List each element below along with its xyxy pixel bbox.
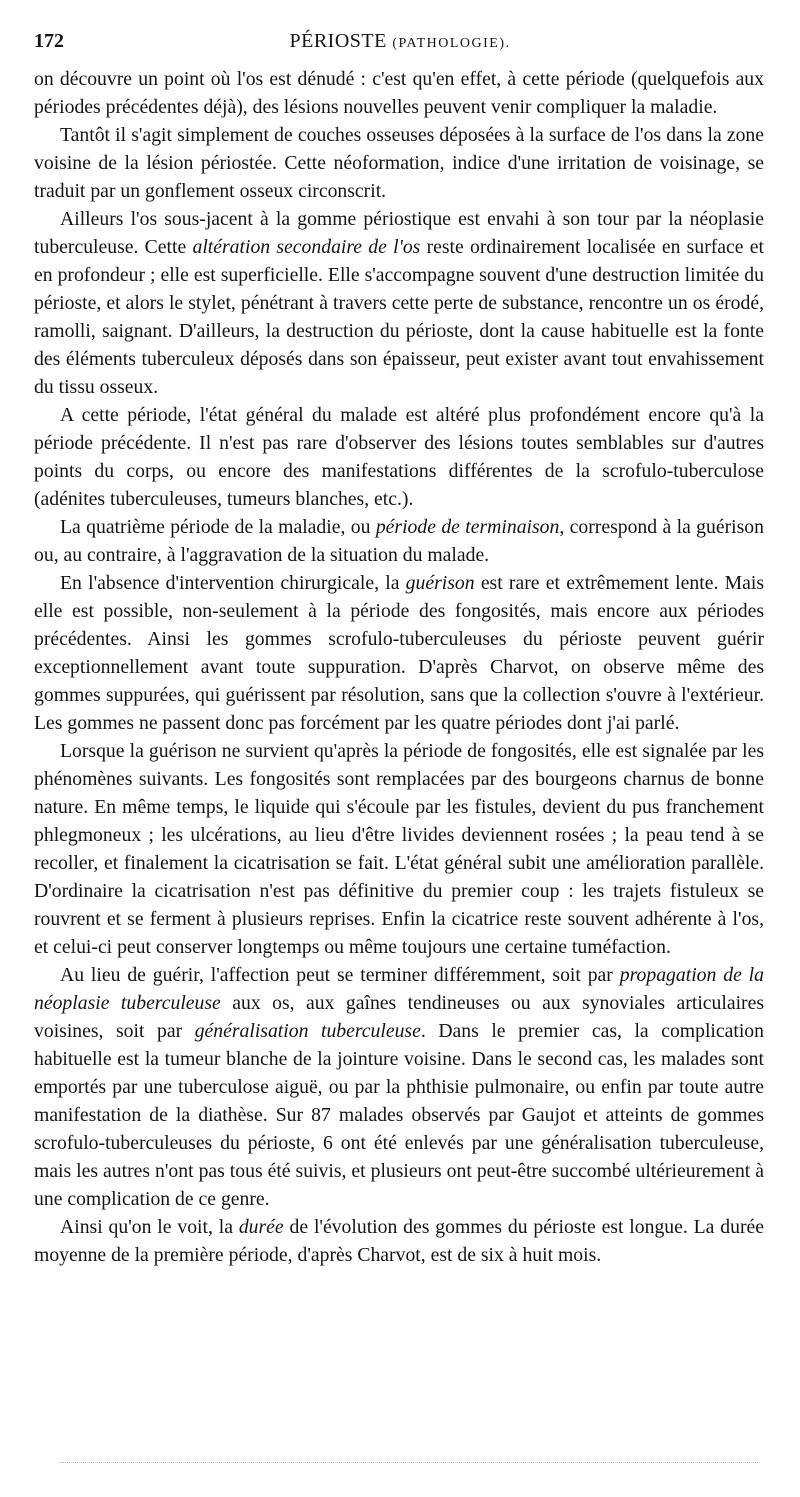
paragraph-text: . Dans le premier cas, la complication habituelle est la tumeur blanche de la jointure voisine. Dans le second cas, les malades sont emportés par une tuberculose aiguë, ou par la phthisie pulmonaire, ou enfin par toute autre manifestation de la diathèse. Sur 87 malades observés par Gaujot et atteints de gommes scrofulo-tuberculeuses du périoste, 6 ont été enlevés par une généralisation tuberculeuse, mais les autres n'ont pas tous été suivis, et plusieurs ont peut-être succombé ultérieurement à une complication de ce genre.: [34, 1020, 764, 1210]
paragraph-fourth-period: [34, 513, 764, 569]
paragraph-text: Tantôt il s'agit simplement de couches osseuses déposées à la surface de l'os dans la zone voisine de la lésion périostée. Cette néoformation, indice d'une irritation de voisinage, se traduit par un gonflement osseux circonscrit.: [34, 124, 764, 202]
italic-term: généralisation tuberculeuse: [194, 1020, 421, 1042]
paragraph-text: Ailleurs l'os sous-jacent à la gomme périostique est envahi à son tour par la néoplasie tuberculeuse. Cette: [34, 208, 764, 258]
running-title-main: PÉRIOSTE: [289, 30, 387, 52]
paragraph-text: on découvre un point où l'os est dénudé : c'est qu'en effet, à cette période (quelquefois aux périodes précédentes déjà), des lésions nouvelles peuvent venir compliquer la maladie.: [34, 68, 764, 118]
body-text: [34, 65, 764, 1269]
paragraph-text: Ainsi qu'on le voit, la: [60, 1216, 239, 1238]
paragraph-text: Lorsque la guérison ne survient qu'après la période de fongosités, elle est signalée par les phénomènes suivants. Les fongosités sont remplacées par des bourgeons charnus de bonne nature. En même temps, le liquide qui s'écoule par les fistules, devient du pus franchement phlegmoneux ; les ulcérations, au lieu d'être livides deviennent rosées ; la peau tend à se recoller, et finalement la cicatrisation se fait. L'état général subit une amélioration parallèle. D'ordinaire la cicatrisation n'est pas définitive du premier coup : les trajets fistuleux se rouvrent et se ferment à plusieurs reprises. Enfin la cicatrice reste souvent adhérente à l'os, et celui-ci peut conserver longtemps ou même toujours une certaine tuméfaction.: [34, 740, 764, 958]
paragraph-text: La quatrième période de la maladie, ou: [60, 516, 376, 538]
paragraph-continuation: [34, 65, 764, 121]
paragraph-healing: [34, 569, 764, 737]
paragraph-text: reste ordinairement localisée en surface et en profondeur ; elle est superficielle. Elle s'accompagne souvent d'une destruction limitée du périoste, et alors le stylet, pénétrant à travers cette perte de substance, rencontre un os érodé, ramolli, saignant. D'ailleurs, la destruction du périoste, dont la cause habituelle est la fonte des éléments tuberculeux déposés dans son épaisseur, peut exister avant tout envahissement du tissu osseux.: [34, 236, 764, 398]
running-title-sub: (PATHOLOGIE).: [392, 36, 511, 51]
footer-bleed-through: [60, 1462, 760, 1463]
page-number: 172: [34, 30, 64, 52]
paragraph-text: aux os, aux gaînes tendineuses ou aux synoviales articulaires voisines, soit par: [34, 992, 765, 1042]
page-header: [34, 30, 766, 62]
paragraph-text: de l'évolution des gommes du périoste est longue. La durée moyenne de la première période, d'après Charvot, est de six à huit mois.: [34, 1216, 764, 1266]
paragraph-text: est rare et extrêmement lente. Mais elle est possible, non-seulement à la période des fongosités, mais encore aux périodes précédentes. Ainsi les gommes scrofulo-tuberculeuses du périoste peuvent guérir exceptionnellement avant toute suppuration. D'après Charvot, on observe même des gommes suppurées, qui guérissent par résolution, sans que la collection s'ouvre à l'extérieur. Les gommes ne passent donc pas forcément par les quatre périodes dont j'ai parlé.: [34, 572, 764, 734]
running-title: [34, 30, 766, 53]
paragraph-bone-alteration: [34, 205, 764, 401]
italic-term: guérison: [405, 572, 475, 594]
paragraph-text: A cette période, l'état général du malade est altéré plus profondément encore qu'à la période précédente. Il n'est pas rare d'observer des lésions toutes semblables sur d'autres points du corps, ou encore des manifestations différentes de la scrofulo-tuberculose (adénites tuberculeuses, tumeurs blanches, etc.).: [34, 404, 764, 510]
paragraph-text: Au lieu de guérir, l'affection peut se terminer différemment, soit par: [60, 964, 620, 986]
paragraph-complications: [34, 961, 764, 1213]
paragraph-healing-signs: [34, 737, 764, 961]
italic-term: durée: [238, 1216, 284, 1238]
paragraph-general-state: [34, 401, 764, 513]
italic-term: propagation de la néoplasie tuberculeuse: [34, 964, 764, 1014]
italic-term: période de terminaison: [375, 516, 560, 538]
paragraph-text: , correspond à la guérison ou, au contraire, à l'aggravation de la situation du malade.: [34, 516, 764, 566]
paragraph-osseous-layers: [34, 121, 764, 205]
italic-term: altération secondaire de l'os: [192, 236, 421, 258]
paragraph-text: En l'absence d'intervention chirurgicale, la: [60, 572, 406, 594]
paragraph-duration: [34, 1213, 764, 1269]
